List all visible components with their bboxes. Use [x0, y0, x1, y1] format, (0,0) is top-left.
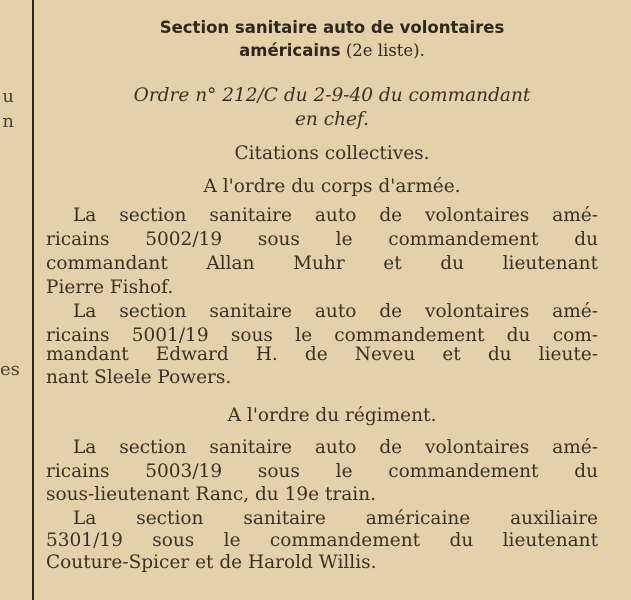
text-line: commandant Allan Muhr et du lieutenant [46, 253, 598, 274]
text-line: nant Sleele Powers. [46, 367, 232, 388]
text-line: ricains 5001/19 sous le commandement du com- [46, 325, 598, 346]
text-line: La section sanitaire auto de volontaires amé- [73, 301, 598, 322]
text-line: ricains 5003/19 sous le commandement du [46, 461, 598, 482]
article-heading-line2 [46, 43, 618, 60]
text-line: mandant Edward H. de Neveu et du lieute- [46, 344, 598, 365]
text-line: 5301/19 sous le commandement du lieutenant [46, 530, 598, 551]
heading-list-number: (2e liste). [340, 41, 425, 60]
text-line: La section sanitaire auto de volontaires amé- [73, 437, 598, 458]
text-line: La section sanitaire américaine auxiliaire [73, 508, 598, 529]
order-line2: en chef. [294, 109, 370, 130]
article-heading-line1: Section sanitaire auto de volontaires [159, 18, 505, 37]
regiment-heading: A l'ordre du régiment. [227, 405, 437, 426]
text-line: sous-lieutenant Ranc, du 19e train. [46, 484, 376, 505]
text-line: Couture-Spicer et de Harold Willis. [46, 552, 377, 573]
text-line: ricains 5002/19 sous le commandement du [46, 229, 598, 250]
order-line1: Ordre n° 212/C du 2-9-40 du commandant [133, 85, 531, 106]
text-line: La section sanitaire auto de volontaires amé- [73, 205, 598, 226]
margin-fragment: es [0, 359, 20, 380]
margin-fragment: u [2, 86, 14, 107]
corps-heading: A l'ordre du corps d'armée. [203, 176, 461, 197]
section-title: Citations collectives. [234, 143, 430, 164]
text-line: Pierre Fishof. [46, 277, 174, 298]
column-rule [32, 0, 34, 600]
heading-bold-word: américains [239, 41, 341, 60]
margin-fragment: n [2, 111, 14, 132]
